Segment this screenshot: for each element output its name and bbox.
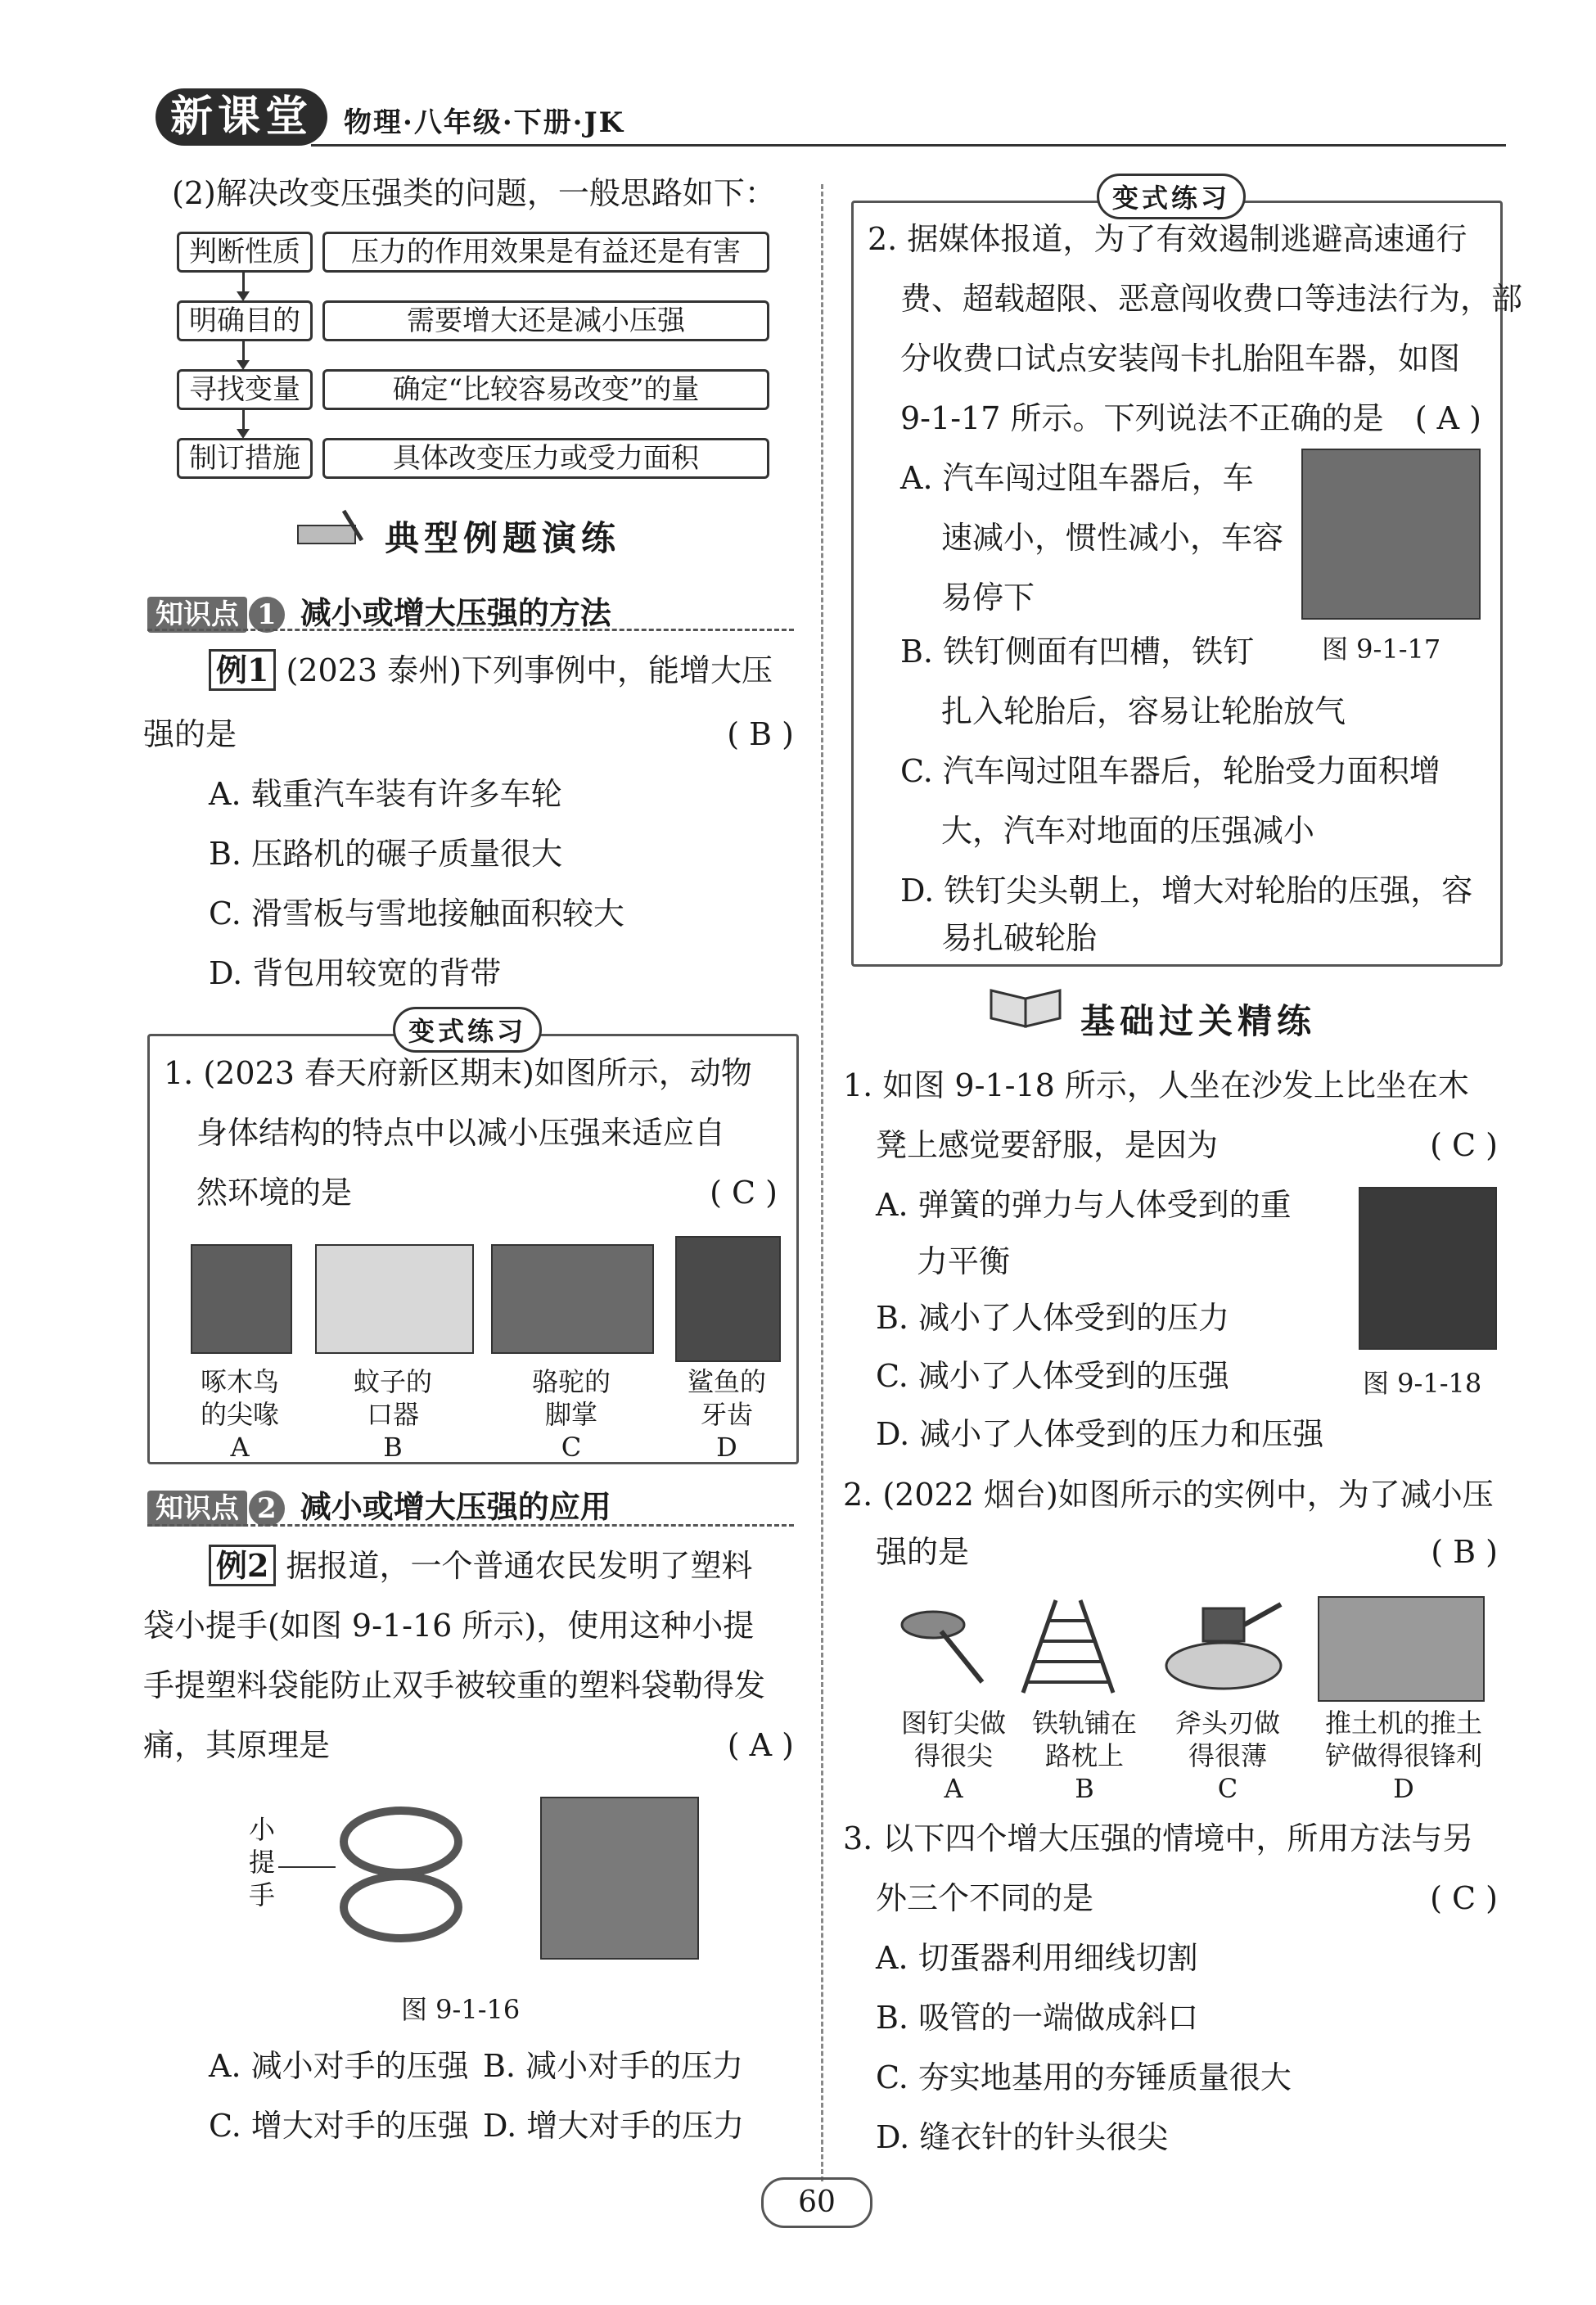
caption-line: 鲨鱼的 <box>687 1366 766 1397</box>
answer-label: ( B ) <box>1431 1534 1498 1570</box>
b3-option-c: C. 夯实地基用的夯锤质量很大 <box>876 2059 1292 2095</box>
q1-caption-a <box>183 1365 297 1464</box>
figure-caption-9-1-16: 图 9-1-16 <box>401 1994 521 2025</box>
b1-option-c: C. 减小了人体受到的压强 <box>876 1358 1229 1394</box>
b1-line2 <box>876 1116 1498 1175</box>
practice-label: 变式练习 <box>1097 174 1246 219</box>
caption-line: 脚掌 <box>544 1399 597 1430</box>
example-2-line1 <box>209 1536 753 1595</box>
b2-line1: 2. (2022 烟台)如图所示的实例中，为了减小压 <box>843 1477 1494 1513</box>
kp-number: 1 <box>249 597 285 633</box>
b1-line1: 1. 如图 9-1-18 所示，人坐在沙发上比坐在木 <box>843 1067 1469 1103</box>
intro-text: (2)解决改变压强类的问题，一般思路如下： <box>172 175 776 211</box>
q1-text: 然环境的是 <box>196 1175 353 1211</box>
q2-option-a3: 易停下 <box>941 580 1035 616</box>
q2-text: 9-1-17 所示。下列说法不正确的是 <box>900 400 1384 436</box>
example-2-line3: 手提塑料袋能防止双手被较重的塑料袋勒得发 <box>143 1667 766 1703</box>
example-tag: 例2 <box>209 1545 276 1586</box>
thumbtack-icon <box>900 1600 999 1690</box>
q2-option-d2: 易扎破轮胎 <box>941 920 1098 956</box>
b1-option-b: B. 减小了人体受到的压力 <box>876 1300 1230 1336</box>
b1-option-a2: 力平衡 <box>917 1243 1011 1279</box>
flow-step-2: 明确目的 <box>177 300 313 341</box>
example-1-text: (2023 泰州)下列事例中，能增大压 <box>286 652 773 688</box>
q2-option-c1: C. 汽车闯过阻车器后，轮胎受力面积增 <box>900 753 1440 789</box>
answer-label: ( A ) <box>1414 400 1481 436</box>
pen-book-icon <box>295 507 368 548</box>
ex2-option-b: B. 减小对手的压力 <box>483 2048 744 2084</box>
flow-desc-3: 确定“比较容易改变”的量 <box>322 369 769 410</box>
fig-label-handle: 小提手 <box>248 1814 275 1910</box>
q2-line3: 分收费口试点安装闯卡扎胎阻车器，如图 <box>900 341 1461 377</box>
figure-caption-9-1-18: 图 9-1-18 <box>1363 1368 1482 1399</box>
camel-foot-image <box>491 1244 654 1354</box>
dashed-rule <box>147 1524 794 1527</box>
kp-title: 减小或增大压强的应用 <box>300 1488 611 1525</box>
dashed-rule <box>147 629 794 631</box>
knowledge-point-1-header <box>147 588 611 633</box>
q2-line2: 费、超载超限、恶意闯收费口等违法行为，部 <box>900 281 1523 317</box>
flow-step-1: 判断性质 <box>177 232 313 273</box>
example-1-text2: 强的是 <box>143 716 237 752</box>
q1-line1: 1. (2023 春天府新区期末)如图所示，动物 <box>164 1055 752 1091</box>
caption-line: 蚊子的 <box>353 1366 432 1397</box>
ex2-option-d: D. 增大对手的压力 <box>483 2108 745 2144</box>
b3-line2 <box>876 1869 1498 1928</box>
caption-letter: C <box>561 1432 582 1463</box>
caption-letter: D <box>716 1432 737 1463</box>
caption-line: 铲做得很锋利 <box>1324 1740 1482 1771</box>
sofa-photo <box>1359 1187 1497 1350</box>
b2-caption-b <box>1015 1707 1154 1805</box>
flow-step-4: 制订措施 <box>177 438 313 479</box>
answer-label: ( C ) <box>710 1175 778 1211</box>
answer-label: ( C ) <box>1430 1880 1498 1916</box>
example-1-stem <box>209 641 773 700</box>
b3-text: 外三个不同的是 <box>876 1880 1094 1916</box>
q1-caption-b <box>336 1365 450 1464</box>
example-2-line4 <box>143 1716 794 1775</box>
b3-option-d: D. 缝衣针的针头很尖 <box>876 2119 1169 2155</box>
q2-option-a1: A. 汽车闯过阻车器后，车 <box>900 460 1254 496</box>
flow-arrow-icon <box>242 341 245 367</box>
page-number: 60 <box>761 2177 872 2228</box>
b3-option-b: B. 吸管的一端做成斜口 <box>876 2000 1199 2036</box>
q1-line2: 身体结构的特点中以减小压强来适应自 <box>196 1115 726 1151</box>
header-rule <box>311 144 1506 147</box>
caption-letter: C <box>1217 1773 1238 1804</box>
caption-letter: A <box>944 1773 963 1804</box>
b3-line1: 3. 以下四个增大压强的情境中，所用方法与另 <box>843 1820 1474 1856</box>
caption-line: 得很尖 <box>913 1740 993 1771</box>
flow-desc-4: 具体改变压力或受力面积 <box>322 438 769 479</box>
woodpecker-image <box>191 1244 292 1354</box>
answer-label: ( B ) <box>727 716 794 752</box>
kp-title: 减小或增大压强的方法 <box>300 594 611 631</box>
figure-caption-9-1-17: 图 9-1-17 <box>1322 634 1441 665</box>
bag-photo <box>540 1797 699 1960</box>
caption-line: 斧头刃做 <box>1174 1707 1280 1739</box>
kp-badge: 知识点 <box>147 1491 247 1527</box>
answer-label: ( A ) <box>727 1727 794 1763</box>
example-tag: 例1 <box>209 649 276 691</box>
caption-line: 的尖喙 <box>200 1399 279 1430</box>
caption-line: 口器 <box>366 1399 419 1430</box>
column-divider <box>821 184 823 2181</box>
option-d: D. 背包用较宽的背带 <box>209 955 502 991</box>
caption-line: 图钉尖做 <box>900 1707 1006 1739</box>
handle-image <box>336 1793 467 1956</box>
caption-letter: B <box>1075 1773 1094 1804</box>
mosquito-image <box>315 1244 474 1354</box>
q2-option-b2: 扎入轮胎后，容易让轮胎放气 <box>941 693 1346 729</box>
flow-step-3: 寻找变量 <box>177 369 313 410</box>
flow-arrow-icon <box>242 272 245 298</box>
b1-text: 凳上感觉要舒服，是因为 <box>876 1127 1219 1163</box>
bulldozer-image <box>1318 1596 1485 1702</box>
b3-option-a: A. 切蛋器利用细线切割 <box>876 1940 1198 1976</box>
b2-line2 <box>876 1522 1498 1581</box>
kp-number: 2 <box>249 1491 285 1527</box>
b1-option-a1: A. 弹簧的弹力与人体受到的重 <box>876 1187 1292 1223</box>
example-2-text: 据报道，一个普通农民发明了塑料 <box>286 1548 753 1584</box>
answer-label: ( C ) <box>1430 1127 1498 1163</box>
flow-desc-2: 需要增大还是减小压强 <box>322 300 769 341</box>
open-book-icon <box>986 981 1068 1030</box>
knowledge-point-2-header <box>147 1482 611 1527</box>
flow-desc-1: 压力的作用效果是有益还是有害 <box>322 232 769 273</box>
b2-text: 强的是 <box>876 1534 970 1570</box>
axe-log-icon <box>1162 1600 1285 1694</box>
option-a: A. 载重汽车装有许多车轮 <box>209 776 562 812</box>
q1-line3 <box>196 1163 778 1222</box>
q1-caption-d <box>670 1365 784 1464</box>
section-title-basics: 基础过关精练 <box>1080 1001 1317 1041</box>
q2-line1: 2. 据媒体报道，为了有效遏制逃避高速通行 <box>868 221 1468 257</box>
leader-line <box>278 1866 336 1868</box>
b2-caption-c <box>1158 1707 1297 1805</box>
caption-line: 铁轨铺在 <box>1031 1707 1137 1739</box>
caption-letter: D <box>1393 1773 1414 1804</box>
example-2-line2: 袋小提手(如图 9-1-16 所示)，使用这种小提 <box>143 1608 755 1644</box>
example-2-text4: 痛，其原理是 <box>143 1727 331 1763</box>
caption-line: 得很薄 <box>1188 1740 1267 1771</box>
book-subtitle: 物理·八年级·下册·JK <box>344 106 625 139</box>
b1-option-d: D. 减小了人体受到的压力和压强 <box>876 1416 1324 1452</box>
caption-letter: B <box>383 1432 403 1463</box>
caption-line: 推土机的推土 <box>1324 1707 1482 1739</box>
q2-option-a2: 速减小，惯性减小，车容 <box>941 520 1284 556</box>
section-title-examples: 典型例题演练 <box>385 518 621 558</box>
caption-line: 啄木鸟 <box>200 1366 279 1397</box>
q2-line4 <box>900 389 1481 448</box>
q2-option-d1: D. 铁钉尖头朝上，增大对轮胎的压强，容 <box>900 873 1473 909</box>
option-b: B. 压路机的碾子质量很大 <box>209 836 563 872</box>
caption-letter: A <box>230 1432 250 1463</box>
ex2-option-a: A. 减小对手的压强 <box>209 2048 469 2084</box>
q2-option-c2: 大，汽车对地面的压强减小 <box>941 813 1315 849</box>
spike-strip-image <box>1301 449 1481 620</box>
q2-option-b1: B. 铁钉侧面有凹槽，铁钉 <box>900 634 1255 670</box>
railway-track-icon <box>1015 1596 1121 1694</box>
b2-caption-d <box>1310 1707 1498 1805</box>
caption-line: 路枕上 <box>1044 1740 1124 1771</box>
flow-arrow-icon <box>242 409 245 435</box>
caption-line: 牙齿 <box>700 1399 753 1430</box>
kp-badge: 知识点 <box>147 597 247 633</box>
caption-line: 骆驼的 <box>531 1366 611 1397</box>
q1-caption-c <box>514 1365 629 1464</box>
brand-logo: 新课堂 <box>156 88 327 146</box>
shark-teeth-image <box>675 1236 781 1362</box>
ex2-option-c: C. 增大对手的压强 <box>209 2108 469 2144</box>
option-c: C. 滑雪板与雪地接触面积较大 <box>209 895 624 931</box>
practice-label: 变式练习 <box>393 1007 542 1053</box>
b2-caption-a <box>884 1707 1023 1805</box>
example-1-line2 <box>143 705 794 764</box>
